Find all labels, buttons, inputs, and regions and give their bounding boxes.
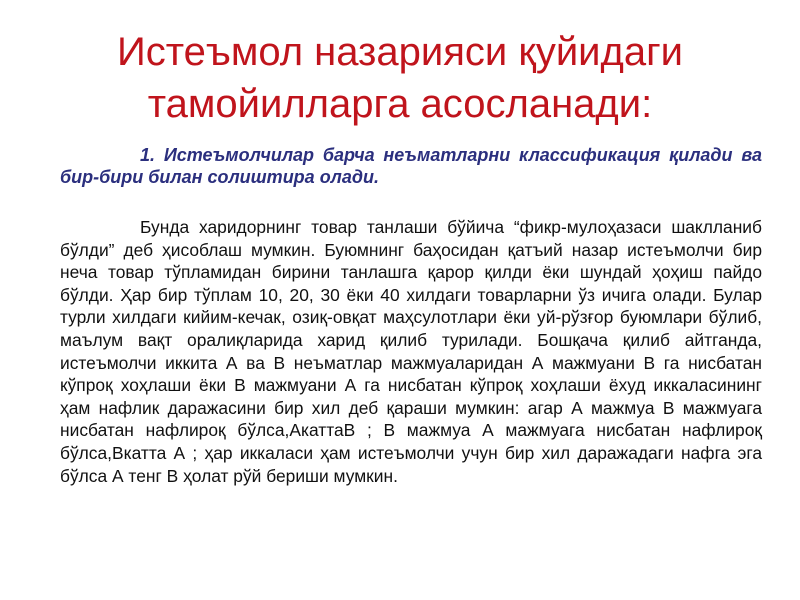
- principle-number: 1.: [140, 145, 156, 165]
- slide-title: Истеъмол назарияси қуйидаги тамойилларга асосланади:: [116, 30, 684, 126]
- principle-text: Истеъмолчилар барча неъматларни классификация қилади ва бир-бири билан солиштира олади.: [60, 145, 762, 187]
- body-paragraph: Бунда харидорнинг товар танлаши бўйича “фикр-мулоҳазаси шаклланиб бўлди” деб ҳисоблаш мумкин. Буюмнинг баҳосидан қатъий назар истеъмолчи бир неча товар тўпламидан бирини танлашга қарор қилди ёки шундай ҳоҳиш пайдо бўлди. Ҳар бир тўплам 10, 20, 30 ёки 40 хилдаги товарларни ўз ичига олади. Булар турли хилдаги кийим-кечак, озиқ-овқат маҳсулотлари ёки уй-рўзғор буюмлари бўлиб, маълум вақт оралиқларида харид қилиб турилади. Бошқача қилиб айтганда, истеъмолчи иккита А ва В неъматлар мажмуаларидан А мажмуани В га нисбатан кўпроқ хоҳлаши ёки В мажмуани А га нисбатан кўпроқ хоҳлаши ёхуд иккаласининг ҳам нафлик даражасини бир хил деб қараши мумкин: агар А мажмуа В мажмуага нисбатан нафлироқ бўлса,АкаттаВ ; В мажмуа А мажмуага нисбатан нафлироқ бўлса,Вкатта А ; ҳар иккаласи ҳам истеъмолчи учун бир хил даражадаги нафга эга бўлса А тенг В ҳолат рўй бериши мумкин.: [60, 217, 762, 486]
- principle-heading: [60, 144, 762, 188]
